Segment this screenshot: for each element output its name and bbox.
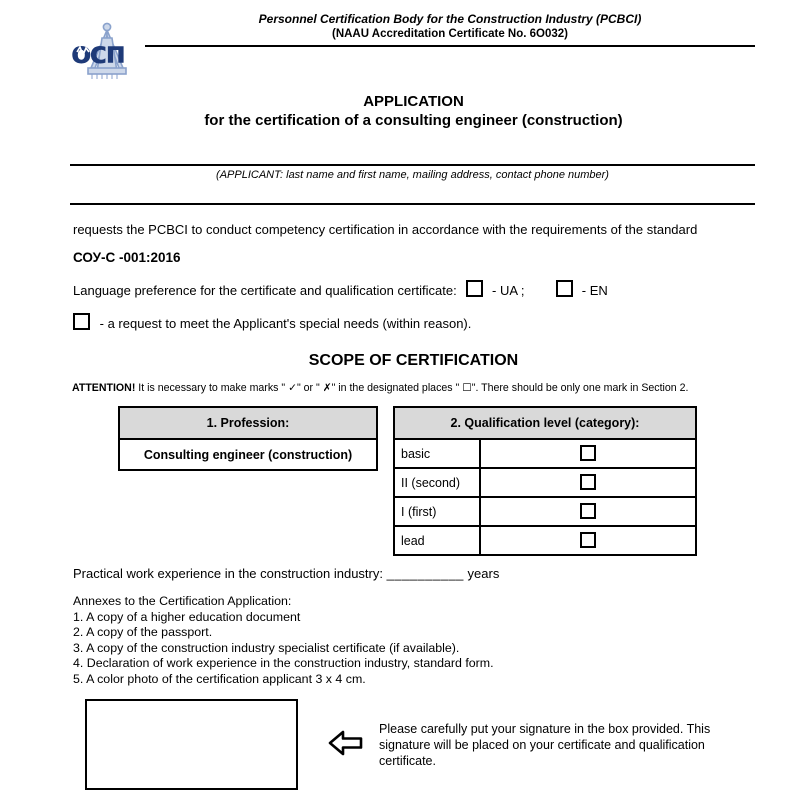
checkbox-special-needs[interactable] [73, 313, 90, 330]
standard-code: СОУ-С -001:2016 [73, 250, 181, 265]
language-preference-line [73, 280, 773, 299]
table-row [394, 439, 696, 468]
left-arrow-icon [327, 729, 365, 762]
applicant-fill-line-2[interactable] [70, 203, 755, 205]
qualification-table [393, 406, 697, 556]
checkbox-en[interactable] [556, 280, 573, 297]
applicant-fill-line[interactable] [70, 164, 755, 166]
annexes-title: Annexes to the Certification Application: [73, 594, 292, 608]
checkbox-level-basic[interactable] [580, 445, 596, 461]
practical-experience-label: Practical work experience in the construction industry: [73, 566, 383, 581]
checkbox-level-lead[interactable] [580, 532, 596, 548]
language-option-en: - EN [581, 283, 608, 298]
annexes-list [73, 594, 723, 688]
level-label-basic: basic [394, 439, 480, 468]
checkbox-level-second[interactable] [580, 474, 596, 490]
checkbox-ua[interactable] [466, 280, 483, 297]
attention-text: It is necessary to make marks " ✓" or " ✗" in the designated places " ☐". There should be only one mark in Section 2. [135, 382, 689, 394]
level-label-lead: lead [394, 526, 480, 555]
accreditation-line: (NAAU Accreditation Certificate No. 6O032) [331, 28, 568, 40]
list-item: 2. A copy of the passport. [73, 625, 213, 640]
language-preference-label: Language preference for the certificate and qualification certificate: [73, 283, 457, 298]
list-item: 5. A color photo of the certification applicant 3 x 4 cm. [73, 671, 366, 686]
signature-box[interactable] [85, 699, 298, 790]
list-item: 1. A copy of a higher education document [73, 609, 301, 624]
profession-table-header: 1. Profession: [119, 407, 377, 439]
request-line: requests the PCBCI to conduct competency certification in accordance with the requirements of the standard [73, 222, 698, 237]
signature-note: Please carefully put your signature in the box provided. This signature will be placed on your certificate and qualification certificate. [379, 722, 711, 768]
attention-label: ATTENTION! [72, 382, 136, 394]
profession-value: Consulting engineer (construction) [119, 439, 377, 470]
experience-years-blank[interactable]: __________ [386, 566, 464, 581]
language-option-ua: - UA ; [492, 283, 525, 298]
level-label-second: II (second) [394, 468, 480, 497]
profession-table [118, 406, 378, 471]
practical-experience-line [73, 566, 773, 582]
table-row [394, 526, 696, 555]
list-item: 4. Declaration of work experience in the construction industry, standard form. [73, 656, 494, 671]
list-item: 3. A copy of the construction industry specialist certificate (if available). [73, 640, 460, 655]
special-needs-line [73, 313, 773, 332]
scope-title: SCOPE OF CERTIFICATION [308, 352, 519, 369]
table-row [394, 497, 696, 526]
practical-experience-suffix: years [467, 566, 500, 581]
title-line1: APPLICATION [363, 93, 464, 110]
qualification-table-header: 2. Qualification level (category): [394, 407, 696, 439]
org-name: Personnel Certification Body for the Construction Industry (PCBCI) [258, 12, 642, 26]
org-header [145, 12, 755, 47]
attention-note [72, 382, 762, 395]
special-needs-label: - a request to meet the Applicant's special needs (within reason). [99, 316, 472, 331]
level-label-first: I (first) [394, 497, 480, 526]
ocn-logo-graphic [72, 20, 140, 82]
document-title [72, 92, 755, 130]
checkbox-level-first[interactable] [580, 503, 596, 519]
ocn-logo [72, 20, 140, 82]
table-row [394, 468, 696, 497]
title-line2: for the certification of a consulting engineer (construction) [204, 112, 623, 129]
ocn-logo-letters: осп [72, 36, 125, 71]
applicant-caption: (APPLICANT: last name and first name, mailing address, contact phone number) [216, 169, 609, 181]
